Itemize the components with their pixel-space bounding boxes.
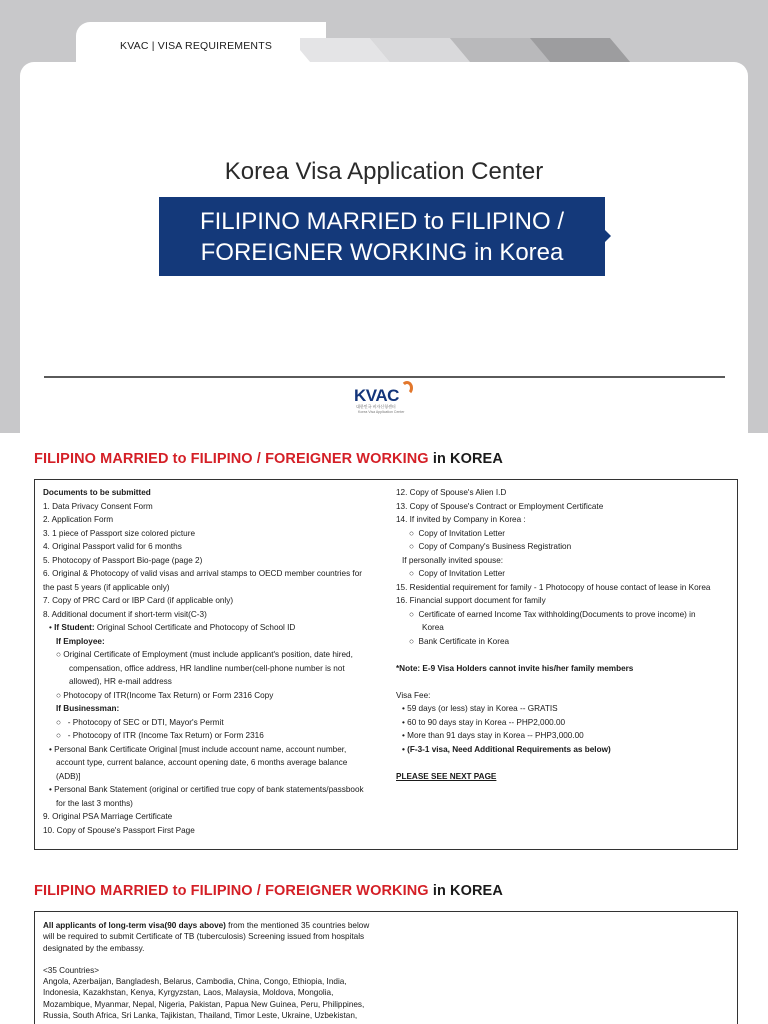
heading-dark-part: in KOREA bbox=[428, 883, 503, 899]
logo-wordmark: KVAC bbox=[354, 386, 399, 405]
requirements-left-column bbox=[43, 486, 373, 837]
employee-item: ○ Photocopy of ITR(Income Tax Return) or Form 2316 Copy bbox=[56, 690, 274, 700]
student-text: Original School Certificate and Photocopy of School ID bbox=[94, 623, 296, 632]
heading-red-part: FILIPINO MARRIED to FILIPINO / FOREIGNER WORKING bbox=[34, 883, 429, 899]
banner-arrow-icon bbox=[605, 230, 611, 242]
tb-intro-bold: All applicants of long-term visa(90 days above) bbox=[43, 921, 226, 930]
invitation-item: ○ Copy of Company's Business Registration bbox=[409, 542, 572, 551]
list-item-cont: the past 5 years (if applicable only) bbox=[43, 582, 170, 592]
businessman-label: If Businessman: bbox=[56, 704, 120, 713]
list-item: 13. Copy of Spouse's Contract or Employment Certificate bbox=[396, 501, 604, 511]
list-item: 1. Data Privacy Consent Form bbox=[43, 501, 153, 511]
financial-item-cont: Korea bbox=[422, 623, 444, 632]
note-text: *Note: E-9 Visa Holders cannot invite his/her family members bbox=[396, 663, 634, 673]
list-item: 7. Copy of PRC Card or IBP Card (if applicable only) bbox=[43, 596, 234, 605]
invitation-item: ○ Copy of Invitation Letter bbox=[409, 528, 505, 538]
logo-arc-icon bbox=[401, 381, 413, 395]
banner-line-1: FILIPINO MARRIED to FILIPINO / bbox=[199, 207, 565, 235]
businessman-item: ○ - Photocopy of ITR (Income Tax Return) or Form 2316 bbox=[56, 731, 264, 740]
bank-item-cont: (ADB)] bbox=[56, 771, 81, 781]
fee-item: • (F-3-1 visa, Need Additional Requirements as below) bbox=[402, 744, 611, 754]
requirements-box bbox=[34, 479, 738, 850]
list-item: 3. 1 piece of Passport size colored picture bbox=[43, 528, 196, 538]
bank-item-cont: for the last 3 months) bbox=[56, 798, 133, 808]
tb-screening-text bbox=[43, 920, 373, 1021]
list-item: 10. Copy of Spouse's Passport First Page bbox=[43, 825, 195, 835]
visa-fee-title: Visa Fee: bbox=[396, 690, 431, 700]
heading-red-part: FILIPINO MARRIED to FILIPINO / FOREIGNER WORKING bbox=[34, 451, 429, 467]
tb-intro-rest: from the mentioned 35 countries below will be required to submit Certificate of TB (tuberculosis) Screening issued from hospitals designated by the embassy. bbox=[43, 921, 370, 953]
header-label: KVAC | VISA REQUIREMENTS bbox=[120, 40, 273, 52]
bank-item-cont: account type, current balance, account opening date, 6 months average balance bbox=[56, 758, 348, 767]
spouse-label: If personally invited spouse: bbox=[402, 555, 504, 565]
financial-item: ○ Certificate of earned Income Tax withholding(Documents to prove income) in bbox=[409, 609, 696, 619]
kvac-logo bbox=[354, 381, 414, 417]
student-label: If Student: bbox=[54, 623, 95, 632]
bank-item: • Personal Bank Certificate Original [must include account name, account number, bbox=[49, 744, 347, 754]
fee-item: • 59 days (or less) stay in Korea -- GRATIS bbox=[402, 704, 558, 713]
list-item: 15. Residential requirement for family - 1 Photocopy of house contact of lease in Korea bbox=[396, 582, 711, 592]
tb-screening-box bbox=[34, 911, 738, 1024]
requirements-right-column bbox=[396, 486, 731, 783]
banner-line-2: FOREIGNER WORKING in Korea bbox=[200, 238, 564, 266]
businessman-item: ○ - Photocopy of SEC or DTI, Mayor's Permit bbox=[56, 717, 224, 727]
employee-item-cont: compensation, office address, HR landline number(cell-phone number is not bbox=[69, 663, 345, 673]
list-item: 6. Original & Photocopy of valid visas and arrival stamps to OECD member countries for bbox=[43, 569, 362, 578]
heading-dark-part: in KOREA bbox=[428, 451, 503, 467]
list-item: 2. Application Form bbox=[43, 515, 114, 524]
tb-intro bbox=[43, 920, 373, 954]
cover-divider bbox=[44, 376, 725, 378]
employee-label: If Employee: bbox=[56, 636, 105, 646]
fee-item: • More than 91 days stay in Korea -- PHP3,000.00 bbox=[402, 731, 584, 740]
countries-label: <35 Countries> bbox=[43, 965, 99, 975]
logo-subtitle-korean: 대한민국 비자신청센터 bbox=[356, 404, 396, 409]
cover-banner bbox=[159, 197, 605, 276]
invitation-item: ○ Copy of Invitation Letter bbox=[409, 569, 505, 578]
employee-item-cont: allowed), HR e-mail address bbox=[69, 677, 172, 686]
section-heading-2 bbox=[34, 883, 503, 899]
logo-subtitle-english: Korea Visa Application Center bbox=[358, 410, 405, 414]
bank-item: • Personal Bank Statement (original or certified true copy of bank statements/passbook bbox=[49, 785, 364, 794]
list-item: 14. If invited by Company in Korea : bbox=[396, 515, 526, 524]
list-item: 4. Original Passport valid for 6 months bbox=[43, 542, 182, 551]
cover-title: Korea Visa Application Center bbox=[224, 158, 544, 185]
fee-item: • 60 to 90 days stay in Korea -- PHP2,000.00 bbox=[402, 717, 566, 727]
decorative-stripes bbox=[300, 38, 630, 62]
list-item: 12. Copy of Spouse's Alien I.D bbox=[396, 488, 507, 497]
docs-title: Documents to be submitted bbox=[43, 488, 151, 497]
list-item: 5. Photocopy of Passport Bio-page (page 2) bbox=[43, 555, 203, 565]
list-item: 9. Original PSA Marriage Certificate bbox=[43, 812, 173, 821]
employee-item: ○ Original Certificate of Employment (must include applicant's position, date hired, bbox=[56, 650, 353, 659]
financial-item: ○ Bank Certificate in Korea bbox=[409, 636, 510, 646]
section-heading bbox=[34, 451, 503, 467]
list-item: 8. Additional document if short-term visit(C-3) bbox=[43, 609, 207, 619]
next-page-link: PLEASE SEE NEXT PAGE bbox=[396, 771, 497, 781]
countries-list: Angola, Azerbaijan, Bangladesh, Belarus, Cambodia, China, Congo, Ethiopia, India, Indonesia, Kazakhstan, Kenya, Kyrgyzstan, Laos, Malaysia, Moldova, Mongolia, Mozambique, Myanmar, Nepal, Nigeria, Pakistan, Papua New Guinea, Peru, Philippines, Russia, South Africa, Sri Lanka, Tajikistan, Thailand, Timor Leste, Ukraine, Uzbekistan, bbox=[43, 977, 365, 1021]
list-item: 16. Financial support document for family bbox=[396, 596, 546, 605]
student-line: • If Student: Original School Certificate and Photocopy of School ID bbox=[49, 623, 296, 632]
